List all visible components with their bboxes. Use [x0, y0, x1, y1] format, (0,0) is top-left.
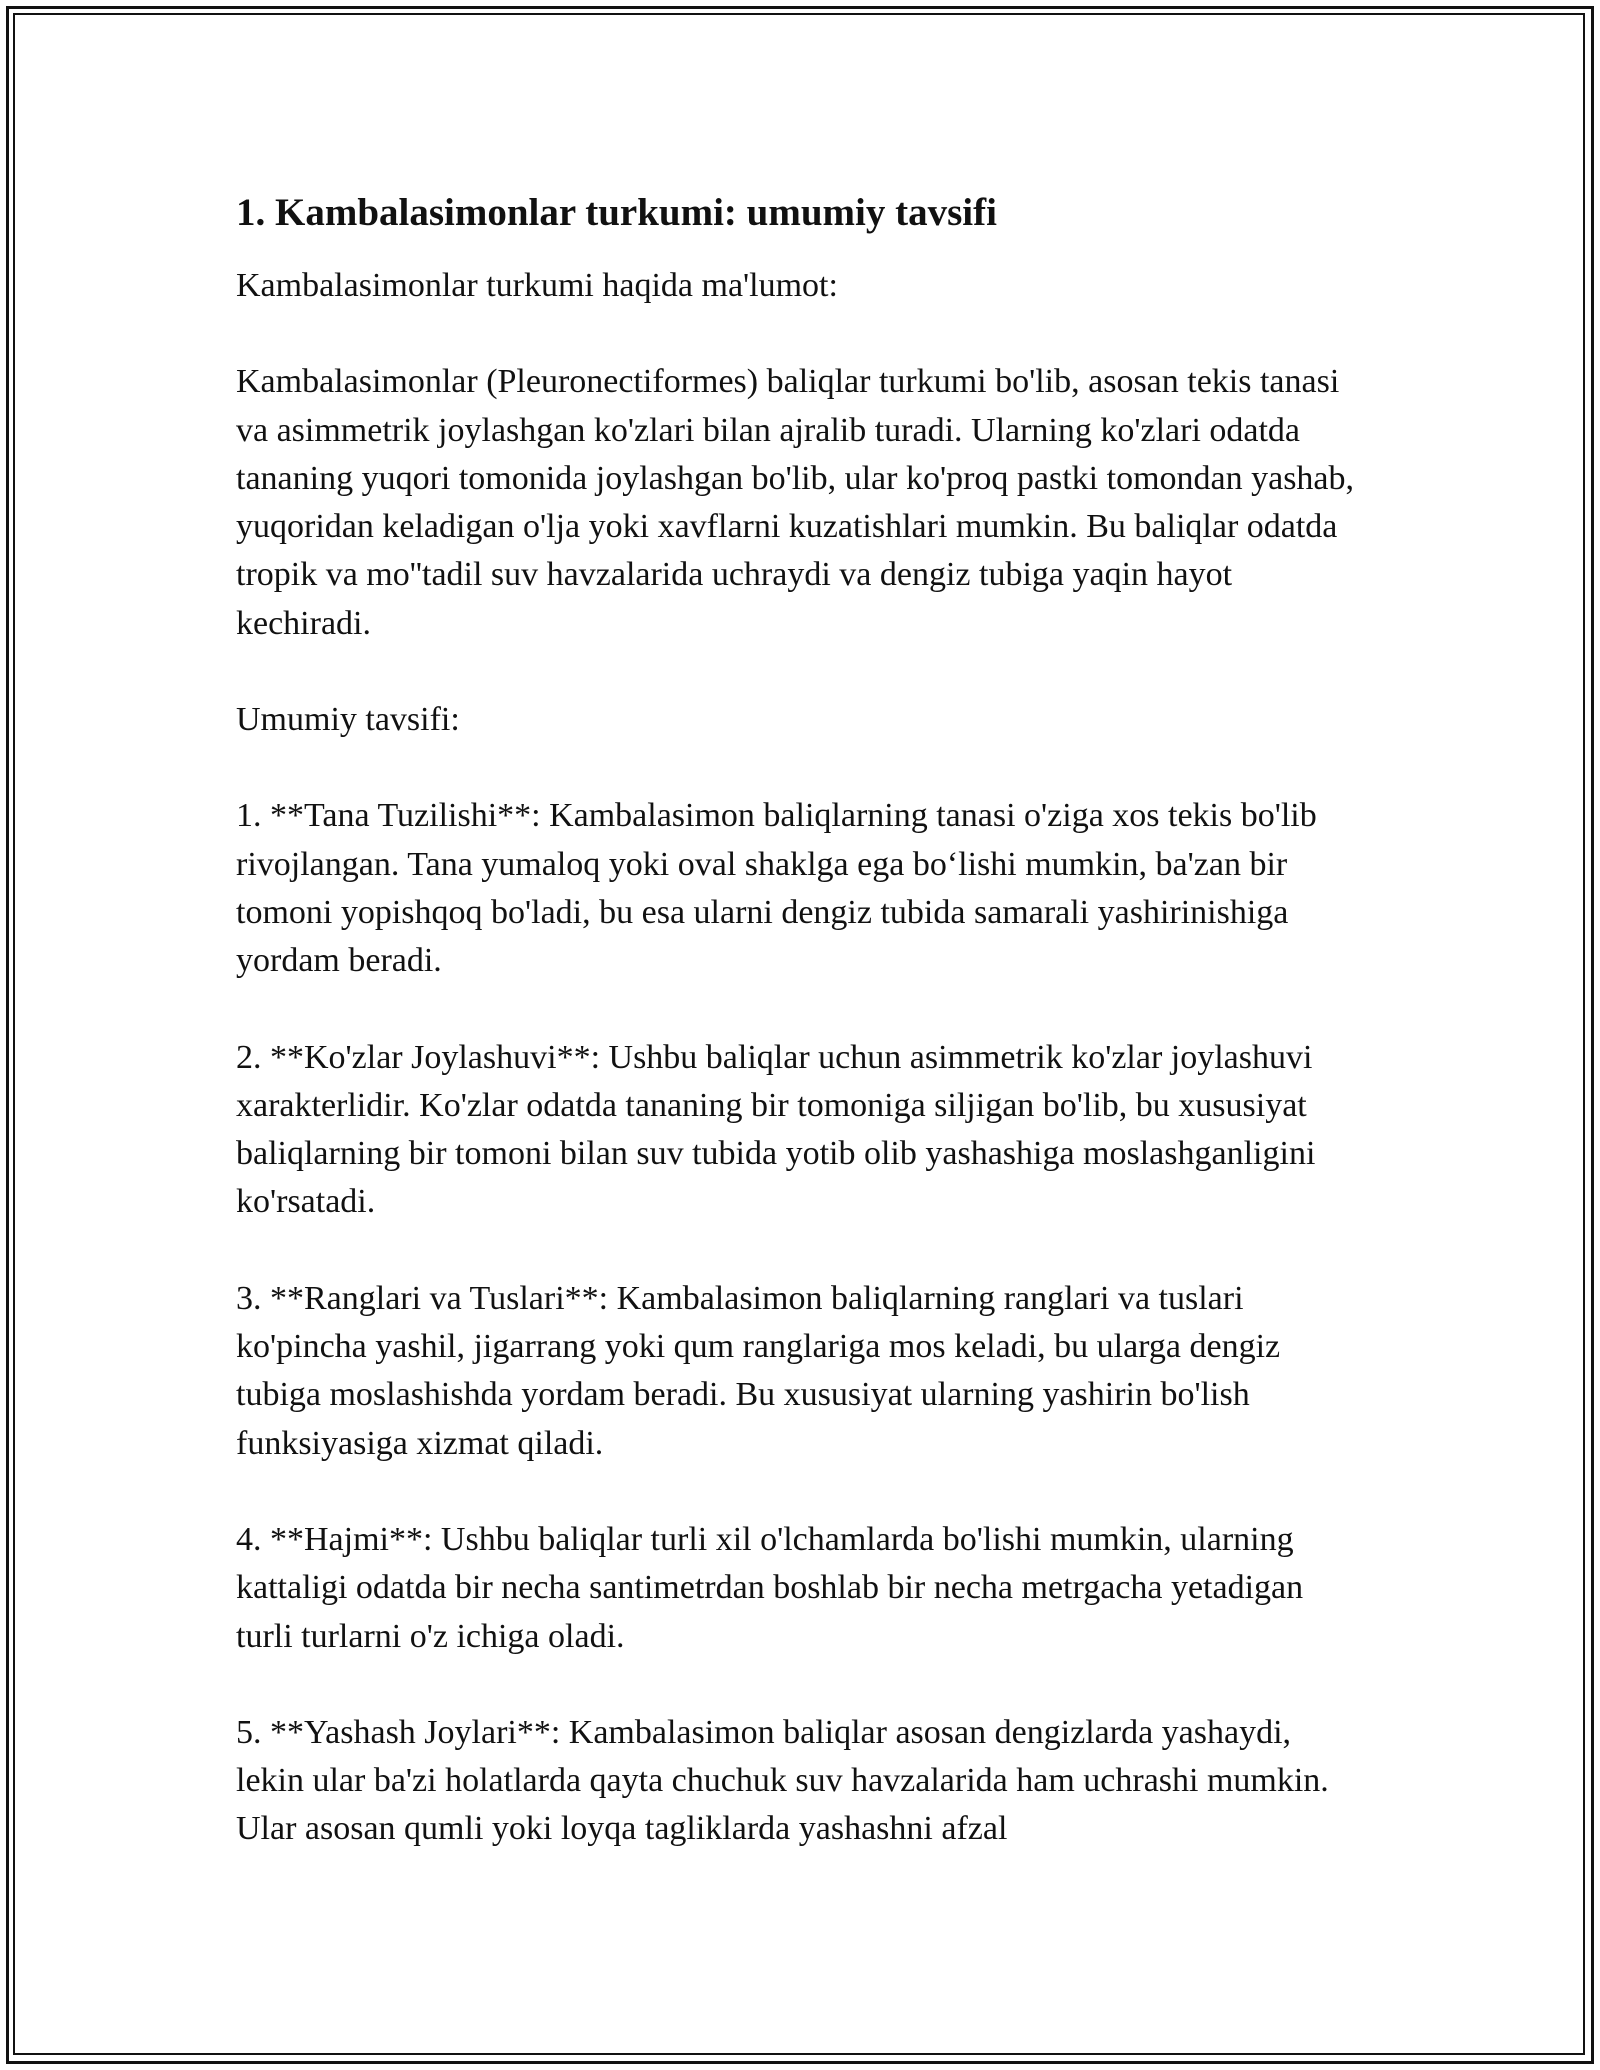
list-item: 5. **Yashash Joylari**: Kambalasimon baliqlar asosan dengizlarda yashaydi, lekin ular ba'zi holatlarda qayta chuchuk suv havzalarida ham uchrashi mumkin. Ular asosan qumli yoki loyqa tagliklarda yashashni afzal — [236, 1713, 1329, 1848]
section-label: Umumiy tavsifi: — [236, 701, 460, 739]
list-item: 1. **Tana Tuzilishi**: Kambalasimon baliqlarning tanasi o'ziga xos tekis bo'lib rivojlangan. Tana yumaloq yoki oval shaklga ega bo‘lishi mumkin, ba'zan bir tomoni yopishqoq bo'ladi, bu esa ularni dengiz tubida samarali yashirinishiga yordam beradi. — [236, 797, 1317, 980]
list-item: 2. **Ko'zlar Joylashuvi**: Ushbu baliqlar uchun asimmetrik ko'zlar joylashuvi xarakterlidir. Ko'zlar odatda tananing bir tomoniga siljigan bo'lib, bu xususiyat baliqlarning bir tomoni bilan suv tubida yotib olib yashashiga moslashganligini ko'rsatadi. — [236, 1038, 1316, 1221]
intro-label: Kambalasimonlar turkumi haqida ma'lumot: — [236, 267, 838, 304]
document-heading: 1. Kambalasimonlar turkumi: umumiy tavsifi — [236, 191, 997, 234]
intro-paragraph: Kambalasimonlar (Pleuronectiformes) baliqlar turkumi bo'lib, asosan tekis tanasi va asimmetrik joylashgan ko'zlari bilan ajralib turadi. Ularning ko'zlari odatda tananing yuqori tomonida joylashgan bo'lib, ular ko'proq pastki tomondan yashab, yuqoridan keladigan o'lja yoki xavflarni kuzatishlari mumkin. Bu baliqlar odatda tropik va mo''tadil suv havzalarida uchraydi va dengiz tubiga yaqin hayot kechiradi. — [236, 363, 1355, 642]
list-item: 3. **Ranglari va Tuslari**: Kambalasimon baliqlarning ranglari va tuslari ko'pincha yashil, jigarrang yoki qum ranglariga mos keladi, bu ularga dengiz tubiga moslashishda yordam beradi. Bu xususiyat ularning yashirin bo'lish funksiyasiga xizmat qiladi. — [236, 1279, 1281, 1462]
list-item: 4. **Hajmi**: Ushbu baliqlar turli xil o'lchamlarda bo'lishi mumkin, ularning kattaligi odatda bir necha santimetrdan boshlab bir necha metrgacha yetadigan turli turlarni o'z ichiga oladi. — [236, 1520, 1304, 1655]
document-body — [236, 184, 1366, 1854]
